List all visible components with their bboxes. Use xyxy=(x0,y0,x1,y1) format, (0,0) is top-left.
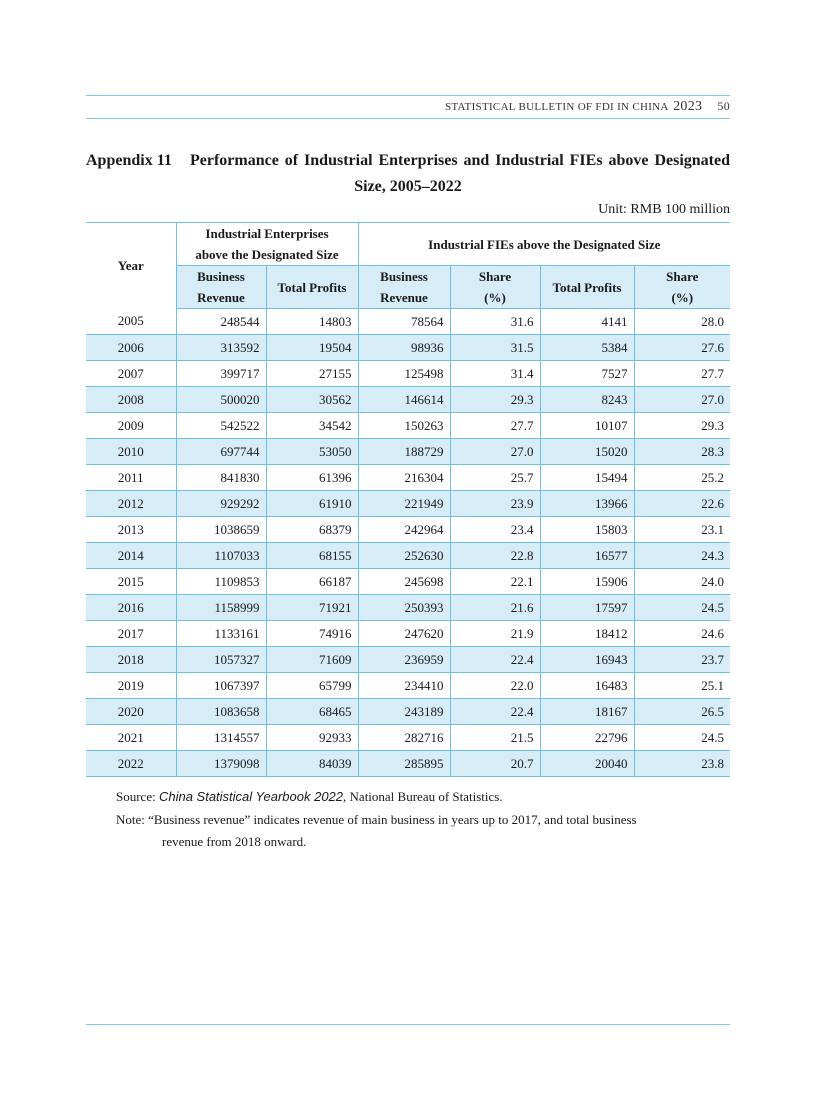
source-publication: China Statistical Yearbook 2022 xyxy=(158,789,344,804)
cell-fie-profit-share: 29.3 xyxy=(634,413,730,439)
table-row xyxy=(86,491,730,517)
cell-year: 2010 xyxy=(86,439,176,465)
title-line-1 xyxy=(86,148,730,174)
cell-year: 2013 xyxy=(86,517,176,543)
cell-fie-business-revenue: 243189 xyxy=(358,699,450,725)
group-header-fie: Industrial FIEs above the Designated Size xyxy=(358,223,730,266)
cell-fie-total-profits: 15494 xyxy=(540,465,634,491)
cell-fie-total-profits: 7527 xyxy=(540,361,634,387)
source-suffix: , National Bureau of Statistics. xyxy=(343,789,503,804)
col-fie-business-revenue xyxy=(358,266,450,309)
cell-industrial-business-revenue: 1107033 xyxy=(176,543,266,569)
cell-industrial-business-revenue: 399717 xyxy=(176,361,266,387)
cell-fie-business-revenue: 98936 xyxy=(358,335,450,361)
cell-fie-total-profits: 18167 xyxy=(540,699,634,725)
table-row xyxy=(86,309,730,335)
definition-note xyxy=(86,809,730,853)
cell-industrial-business-revenue: 697744 xyxy=(176,439,266,465)
cell-year: 2017 xyxy=(86,621,176,647)
cell-fie-revenue-share: 22.1 xyxy=(450,569,540,595)
cell-fie-total-profits: 17597 xyxy=(540,595,634,621)
cell-fie-business-revenue: 252630 xyxy=(358,543,450,569)
col-fie-business-revenue-l2: Revenue xyxy=(380,290,428,305)
cell-industrial-business-revenue: 1083658 xyxy=(176,699,266,725)
table-row xyxy=(86,595,730,621)
cell-fie-revenue-share: 21.6 xyxy=(450,595,540,621)
cell-fie-business-revenue: 250393 xyxy=(358,595,450,621)
cell-fie-business-revenue: 247620 xyxy=(358,621,450,647)
cell-fie-revenue-share: 23.4 xyxy=(450,517,540,543)
cell-industrial-business-revenue: 313592 xyxy=(176,335,266,361)
cell-fie-revenue-share: 22.8 xyxy=(450,543,540,569)
col-fie-business-revenue-l1: Business xyxy=(380,269,428,284)
cell-fie-total-profits: 15906 xyxy=(540,569,634,595)
cell-industrial-total-profits: 84039 xyxy=(266,751,358,777)
note-line-1: Note: “Business revenue” indicates revenue of main business in years up to 2017, and total business xyxy=(116,812,637,827)
cell-industrial-total-profits: 19504 xyxy=(266,335,358,361)
cell-year: 2009 xyxy=(86,413,176,439)
cell-industrial-business-revenue: 1109853 xyxy=(176,569,266,595)
cell-fie-profit-share: 24.0 xyxy=(634,569,730,595)
cell-industrial-business-revenue: 542522 xyxy=(176,413,266,439)
cell-year: 2016 xyxy=(86,595,176,621)
header-rule-bottom xyxy=(86,118,730,119)
col-revenue-share-l1: Share xyxy=(478,269,512,284)
cell-year: 2020 xyxy=(86,699,176,725)
cell-year: 2011 xyxy=(86,465,176,491)
cell-fie-total-profits: 15803 xyxy=(540,517,634,543)
table-row xyxy=(86,569,730,595)
title-text-1: Performance of Industrial Enterprises and Industrial FIEs above Designated xyxy=(190,152,730,169)
cell-industrial-total-profits: 68379 xyxy=(266,517,358,543)
cell-industrial-business-revenue: 1038659 xyxy=(176,517,266,543)
table-row xyxy=(86,465,730,491)
unit-label: Unit: RMB 100 million xyxy=(598,202,730,217)
col-profit-share-l1: Share xyxy=(666,269,699,284)
cell-industrial-business-revenue: 1067397 xyxy=(176,673,266,699)
table-row xyxy=(86,517,730,543)
col-fie-total-profits: Total Profits xyxy=(540,266,634,309)
header-rule-top xyxy=(86,95,730,96)
cell-industrial-total-profits: 74916 xyxy=(266,621,358,647)
cell-fie-total-profits: 4141 xyxy=(540,309,634,335)
cell-fie-business-revenue: 282716 xyxy=(358,725,450,751)
table-row xyxy=(86,335,730,361)
cell-fie-profit-share: 23.1 xyxy=(634,517,730,543)
cell-fie-revenue-share: 22.4 xyxy=(450,647,540,673)
cell-industrial-total-profits: 30562 xyxy=(266,387,358,413)
table-row xyxy=(86,673,730,699)
cell-industrial-business-revenue: 248544 xyxy=(176,309,266,335)
cell-fie-business-revenue: 216304 xyxy=(358,465,450,491)
cell-fie-total-profits: 16483 xyxy=(540,673,634,699)
cell-fie-total-profits: 10107 xyxy=(540,413,634,439)
group-header-industrial xyxy=(176,223,358,266)
cell-industrial-business-revenue: 1314557 xyxy=(176,725,266,751)
cell-fie-revenue-share: 22.4 xyxy=(450,699,540,725)
bulletin-year: 2023 xyxy=(673,99,703,114)
cell-year: 2014 xyxy=(86,543,176,569)
appendix-title xyxy=(86,148,730,200)
col-revenue-share xyxy=(450,266,540,309)
cell-year: 2005 xyxy=(86,309,176,335)
cell-fie-profit-share: 23.7 xyxy=(634,647,730,673)
cell-industrial-business-revenue: 500020 xyxy=(176,387,266,413)
cell-industrial-business-revenue: 1158999 xyxy=(176,595,266,621)
cell-fie-profit-share: 25.1 xyxy=(634,673,730,699)
cell-fie-profit-share: 26.5 xyxy=(634,699,730,725)
cell-fie-total-profits: 18412 xyxy=(540,621,634,647)
appendix-label: Appendix 11 xyxy=(86,152,172,169)
cell-industrial-total-profits: 27155 xyxy=(266,361,358,387)
cell-year: 2021 xyxy=(86,725,176,751)
running-header xyxy=(445,99,730,115)
cell-fie-profit-share: 23.8 xyxy=(634,751,730,777)
cell-fie-revenue-share: 20.7 xyxy=(450,751,540,777)
note-line-2: revenue from 2018 onward. xyxy=(162,834,307,849)
col-total-profits: Total Profits xyxy=(266,266,358,309)
cell-industrial-total-profits: 68465 xyxy=(266,699,358,725)
cell-industrial-total-profits: 92933 xyxy=(266,725,358,751)
cell-fie-profit-share: 24.5 xyxy=(634,595,730,621)
data-table xyxy=(86,222,730,777)
cell-fie-revenue-share: 29.3 xyxy=(450,387,540,413)
cell-year: 2019 xyxy=(86,673,176,699)
cell-fie-profit-share: 27.6 xyxy=(634,335,730,361)
cell-industrial-total-profits: 53050 xyxy=(266,439,358,465)
cell-fie-business-revenue: 245698 xyxy=(358,569,450,595)
cell-fie-revenue-share: 31.4 xyxy=(450,361,540,387)
cell-fie-revenue-share: 27.7 xyxy=(450,413,540,439)
cell-industrial-total-profits: 65799 xyxy=(266,673,358,699)
col-revenue-share-l2: (%) xyxy=(484,290,506,305)
cell-fie-business-revenue: 234410 xyxy=(358,673,450,699)
cell-fie-business-revenue: 146614 xyxy=(358,387,450,413)
cell-industrial-business-revenue: 1057327 xyxy=(176,647,266,673)
cell-fie-revenue-share: 21.5 xyxy=(450,725,540,751)
cell-fie-total-profits: 22796 xyxy=(540,725,634,751)
cell-fie-total-profits: 15020 xyxy=(540,439,634,465)
cell-fie-total-profits: 16577 xyxy=(540,543,634,569)
source-prefix: Source: xyxy=(116,789,156,804)
table-row xyxy=(86,413,730,439)
cell-industrial-total-profits: 14803 xyxy=(266,309,358,335)
table-row xyxy=(86,439,730,465)
cell-fie-total-profits: 8243 xyxy=(540,387,634,413)
cell-fie-revenue-share: 27.0 xyxy=(450,439,540,465)
cell-fie-business-revenue: 221949 xyxy=(358,491,450,517)
cell-fie-profit-share: 24.6 xyxy=(634,621,730,647)
table-row xyxy=(86,725,730,751)
cell-fie-total-profits: 13966 xyxy=(540,491,634,517)
table-header xyxy=(86,223,730,309)
table-row xyxy=(86,621,730,647)
cell-year: 2018 xyxy=(86,647,176,673)
table-body xyxy=(86,309,730,777)
cell-industrial-business-revenue: 1379098 xyxy=(176,751,266,777)
cell-fie-total-profits: 5384 xyxy=(540,335,634,361)
cell-fie-revenue-share: 31.5 xyxy=(450,335,540,361)
page-number: 50 xyxy=(717,99,730,113)
cell-industrial-total-profits: 34542 xyxy=(266,413,358,439)
cell-year: 2012 xyxy=(86,491,176,517)
cell-fie-revenue-share: 25.7 xyxy=(450,465,540,491)
cell-fie-revenue-share: 23.9 xyxy=(450,491,540,517)
footer-rule xyxy=(86,1024,730,1025)
col-business-revenue xyxy=(176,266,266,309)
group-header-industrial-l2: above the Designated Size xyxy=(195,247,339,262)
col-profit-share-l2: (%) xyxy=(671,290,694,305)
table-row xyxy=(86,647,730,673)
cell-fie-business-revenue: 125498 xyxy=(358,361,450,387)
cell-year: 2006 xyxy=(86,335,176,361)
cell-industrial-total-profits: 66187 xyxy=(266,569,358,595)
cell-industrial-total-profits: 61396 xyxy=(266,465,358,491)
cell-fie-revenue-share: 21.9 xyxy=(450,621,540,647)
cell-fie-profit-share: 27.0 xyxy=(634,387,730,413)
table-row xyxy=(86,387,730,413)
cell-year: 2007 xyxy=(86,361,176,387)
cell-industrial-business-revenue: 929292 xyxy=(176,491,266,517)
cell-fie-business-revenue: 285895 xyxy=(358,751,450,777)
cell-industrial-total-profits: 71609 xyxy=(266,647,358,673)
cell-fie-total-profits: 16943 xyxy=(540,647,634,673)
cell-fie-revenue-share: 22.0 xyxy=(450,673,540,699)
cell-fie-profit-share: 24.5 xyxy=(634,725,730,751)
cell-year: 2015 xyxy=(86,569,176,595)
cell-industrial-total-profits: 71921 xyxy=(266,595,358,621)
cell-industrial-business-revenue: 841830 xyxy=(176,465,266,491)
cell-year: 2008 xyxy=(86,387,176,413)
cell-fie-business-revenue: 150263 xyxy=(358,413,450,439)
col-business-revenue-l1: Business xyxy=(197,269,245,284)
cell-fie-revenue-share: 31.6 xyxy=(450,309,540,335)
cell-fie-business-revenue: 78564 xyxy=(358,309,450,335)
cell-fie-profit-share: 24.3 xyxy=(634,543,730,569)
cell-year: 2022 xyxy=(86,751,176,777)
title-line-2: Size, 2005–2022 xyxy=(354,178,462,195)
cell-industrial-total-profits: 68155 xyxy=(266,543,358,569)
cell-fie-total-profits: 20040 xyxy=(540,751,634,777)
cell-fie-profit-share: 22.6 xyxy=(634,491,730,517)
cell-fie-business-revenue: 188729 xyxy=(358,439,450,465)
cell-fie-profit-share: 28.3 xyxy=(634,439,730,465)
table-row xyxy=(86,699,730,725)
cell-fie-business-revenue: 236959 xyxy=(358,647,450,673)
group-header-industrial-l1: Industrial Enterprises xyxy=(205,226,329,241)
cell-industrial-business-revenue: 1133161 xyxy=(176,621,266,647)
cell-industrial-total-profits: 61910 xyxy=(266,491,358,517)
table-row xyxy=(86,751,730,777)
running-title: STATISTICAL BULLETIN OF FDI IN CHINA xyxy=(444,101,669,113)
source-note xyxy=(86,786,730,808)
cell-fie-profit-share: 28.0 xyxy=(634,309,730,335)
col-business-revenue-l2: Revenue xyxy=(197,290,245,305)
col-profit-share xyxy=(634,266,730,309)
cell-fie-profit-share: 27.7 xyxy=(634,361,730,387)
table-row xyxy=(86,543,730,569)
cell-fie-profit-share: 25.2 xyxy=(634,465,730,491)
cell-fie-business-revenue: 242964 xyxy=(358,517,450,543)
year-header: Year xyxy=(117,258,144,274)
table-row xyxy=(86,361,730,387)
footnotes xyxy=(86,786,730,853)
